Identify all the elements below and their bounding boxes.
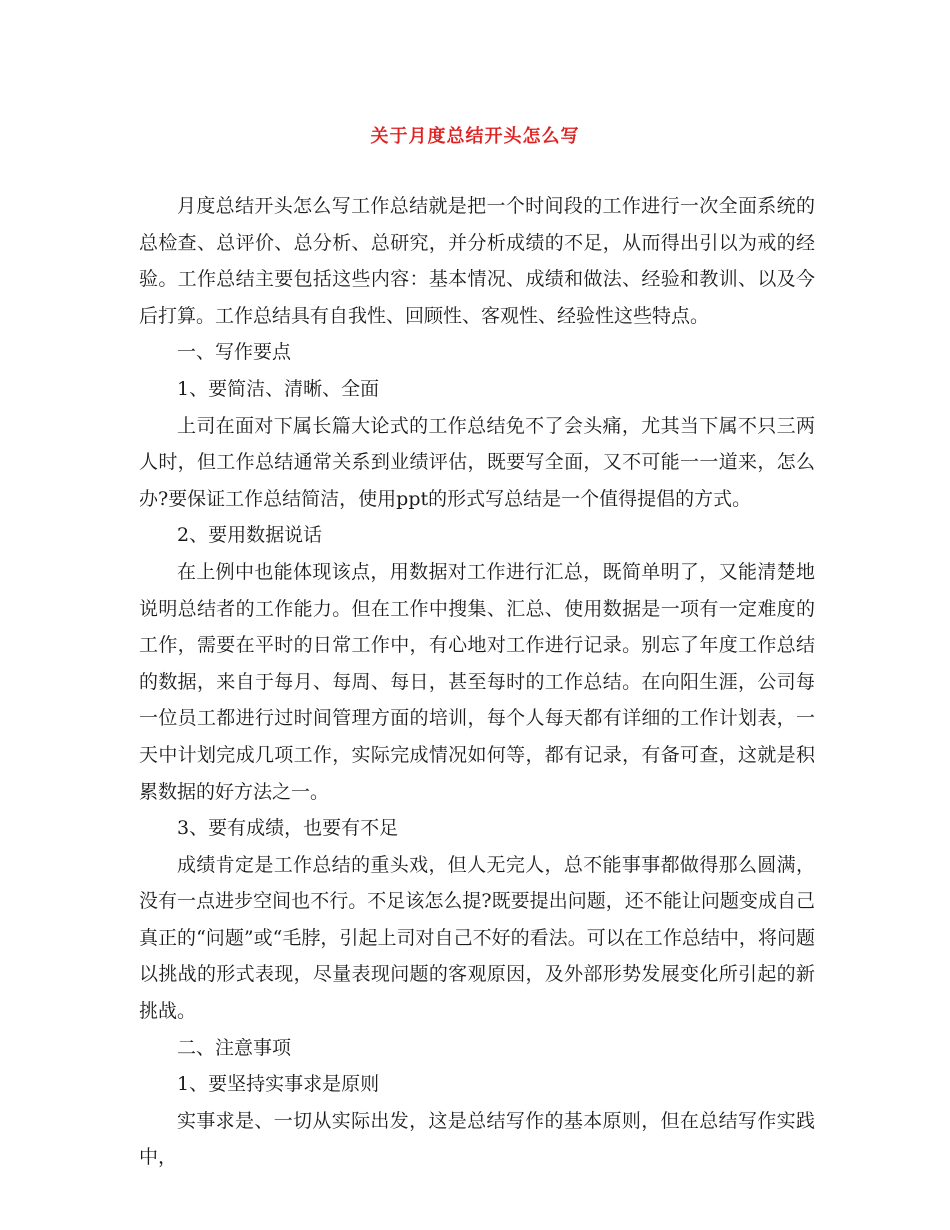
document-title: 关于月度总结开头怎么写: [370, 126, 580, 147]
subheading-achievements: 3、要有成绩，也要有不足: [177, 817, 399, 840]
subheading-facts: 1、要坚持实事求是原则: [177, 1073, 380, 1096]
subheading-concise: 1、要简洁、清晰、全面: [177, 377, 380, 400]
paragraph-achievements: 成绩肯定是工作总结的重头戏，但人无完人，总不能事事都做得那么圆满，没有一点进步空间也不行。不足该怎么提?既要提出问题，还不能让问题变成自己真正的“问题”或“毛脖，引起上司对自己不好的看法。可以在工作总结中，将问题以挑战的形式表现，尽量表现问题的客观原因，及外部形势发展变化所引起的新挑战。: [139, 853, 815, 1023]
paragraph-data: 在上例中也能体现该点，用数据对工作进行汇总，既简单明了，又能清楚地说明总结者的工作能力。但在工作中搜集、汇总、使用数据是一项有一定难度的工作，需要在平时的日常工作中，有心地对工作进行记录。别忘了年度工作总结的数据，来自于每月、每周、每日，甚至每时的工作总结。在向阳生涯，公司每一位员工都进行过时间管理方面的培训，每个人每天都有详细的工作计划表，一天中计划完成几项工作，实际完成情况如何等，都有记录，有备可查，这就是积累数据的好方法之一。: [139, 560, 815, 803]
section-heading-notes: 二、注意事项: [177, 1036, 292, 1059]
section-heading-writing-points: 一、写作要点: [177, 341, 292, 364]
paragraph-intro: 月度总结开头怎么写工作总结就是把一个时间段的工作进行一次全面系统的总检查、总评价、总分析、总研究，并分析成绩的不足，从而得出引以为戒的经验。工作总结主要包括这些内容：基本情况、成绩和做法、经验和教训、以及今后打算。工作总结具有自我性、回顾性、客观性、经验性这些特点。: [139, 195, 815, 327]
document-body: [139, 188, 815, 1176]
paragraph-facts: 实事求是、一切从实际出发，这是总结写作的基本原则，但在总结写作实践中，: [139, 1109, 815, 1169]
subheading-data: 2、要用数据说话: [177, 524, 323, 547]
paragraph-concise: 上司在面对下属长篇大论式的工作总结免不了会头痛，尤其当下属不只三两人时，但工作总结通常关系到业绩评估，既要写全面，又不可能一一道来，怎么办?要保证工作总结简洁，使用ppt的形式写总结是一个值得提倡的方式。: [139, 414, 815, 510]
